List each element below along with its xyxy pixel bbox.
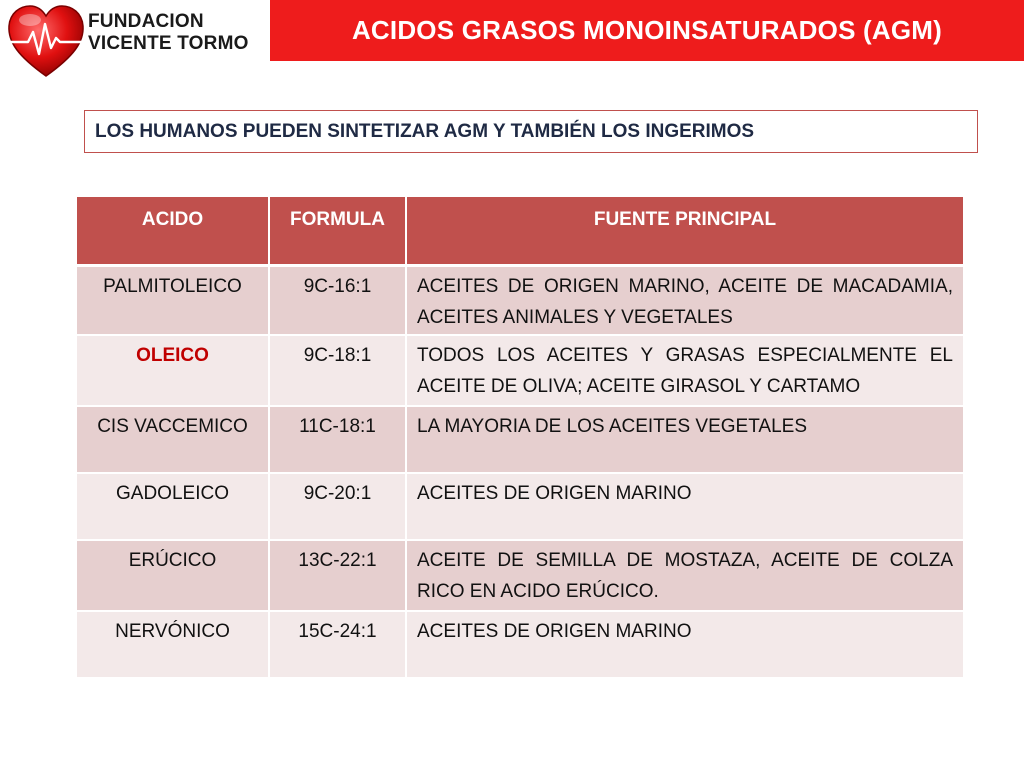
logo-text xyxy=(88,11,249,55)
cell-source: ACEITE DE SEMILLA DE MOSTAZA, ACEITE DE COLZA RICO EN ACIDO ERÚCICO. xyxy=(406,540,963,611)
subtitle-box xyxy=(84,110,978,153)
logo-line-1: FUNDACION xyxy=(88,11,204,32)
fundacion-logo xyxy=(6,4,256,80)
logo-line-2: VICENTE TORMO xyxy=(88,33,249,54)
cell-acid: CIS VACCEMICO xyxy=(77,406,269,473)
cell-source: ACEITES DE ORIGEN MARINO, ACEITE DE MACADAMIA, ACEITES ANIMALES Y VEGETALES xyxy=(406,265,963,335)
cell-formula: 15C-24:1 xyxy=(269,611,406,678)
cell-acid: PALMITOLEICO xyxy=(77,265,269,335)
cell-formula: 9C-16:1 xyxy=(269,265,406,335)
highlighted-acid: OLEICO xyxy=(136,345,209,366)
cell-acid: GADOLEICO xyxy=(77,473,269,540)
table-row xyxy=(77,335,963,406)
subtitle-text: LOS HUMANOS PUEDEN SINTETIZAR AGM Y TAMBIÉN LOS INGERIMOS xyxy=(95,120,755,142)
fatty-acids-table xyxy=(77,197,963,679)
header-formula: FORMULA xyxy=(269,197,406,265)
cell-acid: ERÚCICO xyxy=(77,540,269,611)
header-acid: ACIDO xyxy=(77,197,269,265)
cell-source: ACEITES DE ORIGEN MARINO xyxy=(406,611,963,678)
table-row xyxy=(77,406,963,473)
cell-formula: 13C-22:1 xyxy=(269,540,406,611)
cell-formula: 11C-18:1 xyxy=(269,406,406,473)
cell-formula: 9C-18:1 xyxy=(269,335,406,406)
table-row xyxy=(77,265,963,335)
table-row xyxy=(77,611,963,678)
table-row xyxy=(77,540,963,611)
cell-acid: NERVÓNICO xyxy=(77,611,269,678)
cell-formula: 9C-20:1 xyxy=(269,473,406,540)
cell-acid xyxy=(77,335,269,406)
page-title: ACIDOS GRASOS MONOINSATURADOS (AGM) xyxy=(351,15,943,45)
table-header-row xyxy=(77,197,963,265)
cell-source: ACEITES DE ORIGEN MARINO xyxy=(406,473,963,540)
header-source: FUENTE PRINCIPAL xyxy=(406,197,963,265)
cell-source: LA MAYORIA DE LOS ACEITES VEGETALES xyxy=(406,406,963,473)
cell-source: TODOS LOS ACEITES Y GRASAS ESPECIALMENTE EL ACEITE DE OLIVA; ACEITE GIRASOL Y CARTAMO xyxy=(406,335,963,406)
title-banner xyxy=(270,0,1024,61)
table-row xyxy=(77,473,963,540)
heart-icon xyxy=(6,4,86,80)
